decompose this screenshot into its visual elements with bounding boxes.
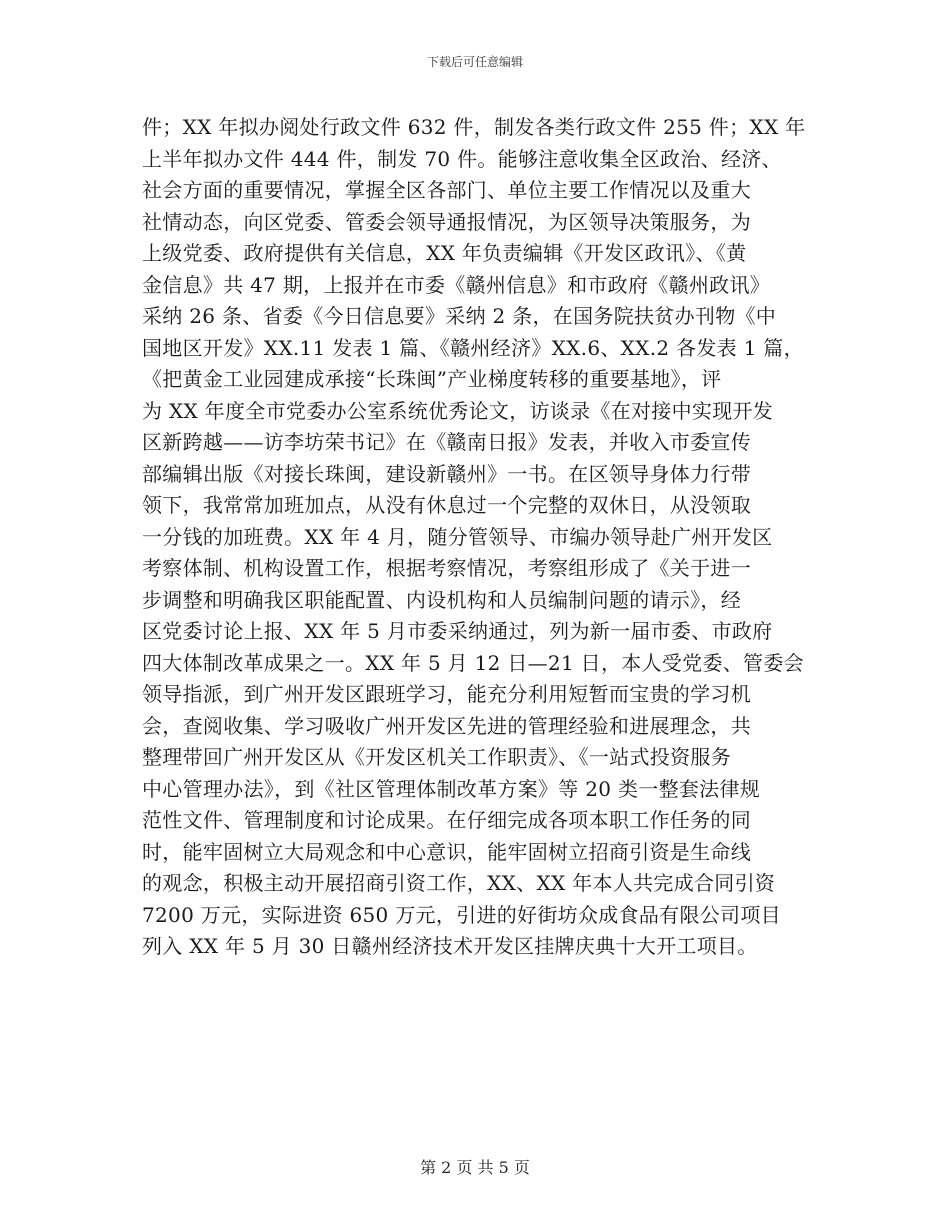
body-line: 考察体制、机构设置工作，根据考察情况，考察组形成了《关于进一 xyxy=(142,556,751,580)
document-body xyxy=(142,112,812,963)
body-line: 领下，我常常加班加点，从没有休息过一个完整的双休日，从没领取 xyxy=(142,493,751,517)
body-line: 中心管理办法》，到《社区管理体制改革方案》等 20 类一整套法律规 xyxy=(142,776,761,801)
body-line: 上级党委、政府提供有关信息，XX 年负责编辑《开发区政讯》、《黄 xyxy=(142,241,747,265)
body-line: 采纳 26 条、省委《今日信息要》采纳 2 条，在国务院扶贫办刊物《中 xyxy=(142,304,777,328)
body-line: 领导指派，到广州开发区跟班学习，能充分利用短暂而宝贵的学习机 xyxy=(142,682,751,706)
body-line: 一分钱的加班费。XX 年 4 月，随分管领导、市编办领导赴广州开发区 xyxy=(142,524,773,549)
body-line: 区党委讨论上报、XX 年 5 月市委采纳通过，列为新一届市委、市政府 xyxy=(142,619,773,643)
body-line: 时，能牢固树立大局观念和中心意识，能牢固树立招商引资是生命线 xyxy=(142,839,751,864)
page-header: 下载后可任意编辑 xyxy=(426,55,523,69)
body-line: 件；XX 年拟办阅处行政文件 632 件，制发各类行政文件 255 件；XX 年 xyxy=(142,115,806,139)
body-line: 列入 XX 年 5 月 30 日赣州经济技术开发区挂牌庆典十大开工项目。 xyxy=(142,934,758,958)
body-line: 整理带回广州开发区从《开发区机关工作职责》、《一站式投资服务 xyxy=(142,745,731,769)
body-line: 四大体制改革成果之一。XX 年 5 月 12 日—21 日，本人受党委、管委会 xyxy=(142,650,804,675)
body-line: 的观念，积极主动开展招商引资工作，XX、XX 年本人共完成合同引资 xyxy=(142,871,776,895)
body-line: 《把黄金工业园建成承接“长珠闽”产业梯度转移的重要基地》，评 xyxy=(142,367,722,391)
body-line: 部编辑出版《对接长珠闽，建设新赣州》一书。在区领导身体力行带 xyxy=(142,461,751,486)
body-line: 社会方面的重要情况，掌握全区各部门、单位主要工作情况以及重大 xyxy=(142,178,751,202)
body-line: 7200 万元，实际进资 650 万元，引进的好街坊众成食品有限公司项目 xyxy=(142,902,781,927)
body-line: 步调整和明确我区职能配置、内设机构和人员编制问题的请示》，经 xyxy=(142,587,741,612)
body-line: 金信息》共 47 期，上报并在市委《赣州信息》和市政府《赣州政讯》 xyxy=(142,272,771,297)
body-line: 社情动态，向区党委、管委会领导通报情况，为区领导决策服务，为 xyxy=(142,209,751,234)
page-footer: 第 2 页 共 5 页 xyxy=(420,1158,530,1177)
body-line: 上半年拟办文件 444 件，制发 70 件。能够注意收集全区政治、经济、 xyxy=(142,146,782,171)
body-line: 范性文件、管理制度和讨论成果。在仔细完成各项本职工作任务的同 xyxy=(142,808,751,832)
body-line: 会，查阅收集、学习吸收广州开发区先进的管理经验和进展理念，共 xyxy=(142,713,751,738)
body-line: 国地区开发》XX.11 发表 1 篇、《赣州经济》XX.6、XX.2 各发表 1 篇， xyxy=(142,335,804,360)
body-line: 区新跨越——访李坊荣书记》在《赣南日报》发表，并收入市委宣传 xyxy=(142,430,751,454)
body-line: 为 XX 年度全市党委办公室系统优秀论文，访谈录《在对接中实现开发 xyxy=(142,398,774,423)
